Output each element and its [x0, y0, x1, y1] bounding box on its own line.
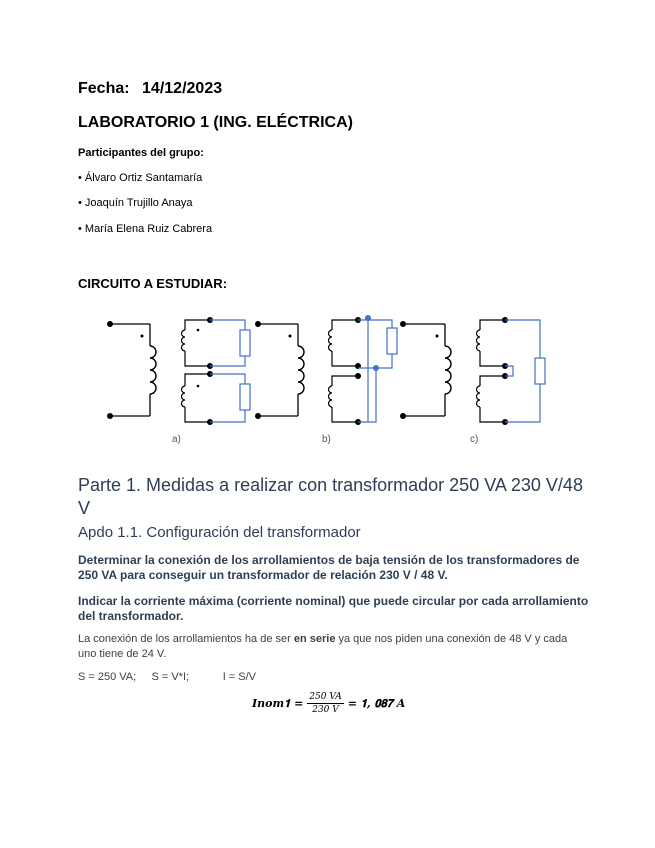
lab-title: LABORATORIO 1 (ING. ELÉCTRICA)	[78, 114, 353, 131]
formula-line: S = 250 VA; S = V*I; I = S/V	[78, 671, 257, 683]
circuit-b	[255, 315, 397, 445]
participant-3: • María Elena Ruiz Cabrera	[78, 223, 213, 235]
participants-label: Participantes del grupo:	[78, 147, 204, 159]
equation-fraction	[307, 692, 343, 715]
participant-1: • Álvaro Ortiz Santamaría	[78, 172, 203, 184]
date-line	[78, 80, 222, 98]
equation-denominator: 230 V	[312, 705, 339, 715]
question-2: Indicar la corriente máxima (corriente nominal) que puede circular por cada arrollamiento del transformador.	[78, 594, 589, 623]
answer-text	[78, 632, 578, 662]
nominal-current-equation	[252, 692, 405, 715]
equation-numerator: 250 VA	[309, 692, 342, 702]
answer-bold: en serie	[293, 633, 336, 645]
circuit-diagram	[100, 310, 550, 450]
circuit-title: CIRCUITO A ESTUDIAR:	[78, 276, 228, 291]
circuit-a	[107, 317, 250, 445]
date-label: Fecha:	[78, 80, 130, 97]
equation-rhs: = 𝟏, 𝟎𝟖𝟕 A	[347, 696, 406, 710]
part1-subheading: Apdo 1.1. Configuración del transformador	[78, 524, 361, 541]
question-1: Determinar la conexión de los arrollamientos de baja tensión de los transformadores de 250 VA para conseguir un transformador de relación 230 V / 48 V.	[78, 553, 580, 582]
date-value: 14/12/2023	[142, 80, 223, 97]
label-a: a)	[172, 434, 181, 445]
answer-post: ya que nos piden una conexión de 48 V y cada uno tiene de 24 V.	[78, 633, 568, 660]
participant-2: • Joaquín Trujillo Anaya	[78, 197, 193, 209]
circuit-c	[400, 317, 545, 445]
label-c: c)	[470, 434, 479, 445]
label-b: b)	[322, 434, 331, 445]
equation-lhs: Inom𝟏 =	[252, 696, 304, 710]
answer-pre: La conexión de los arrollamientos ha de ser	[78, 633, 294, 645]
part1-heading: Parte 1. Medidas a realizar con transformador 250 VA 230 V/48 V	[78, 475, 583, 518]
